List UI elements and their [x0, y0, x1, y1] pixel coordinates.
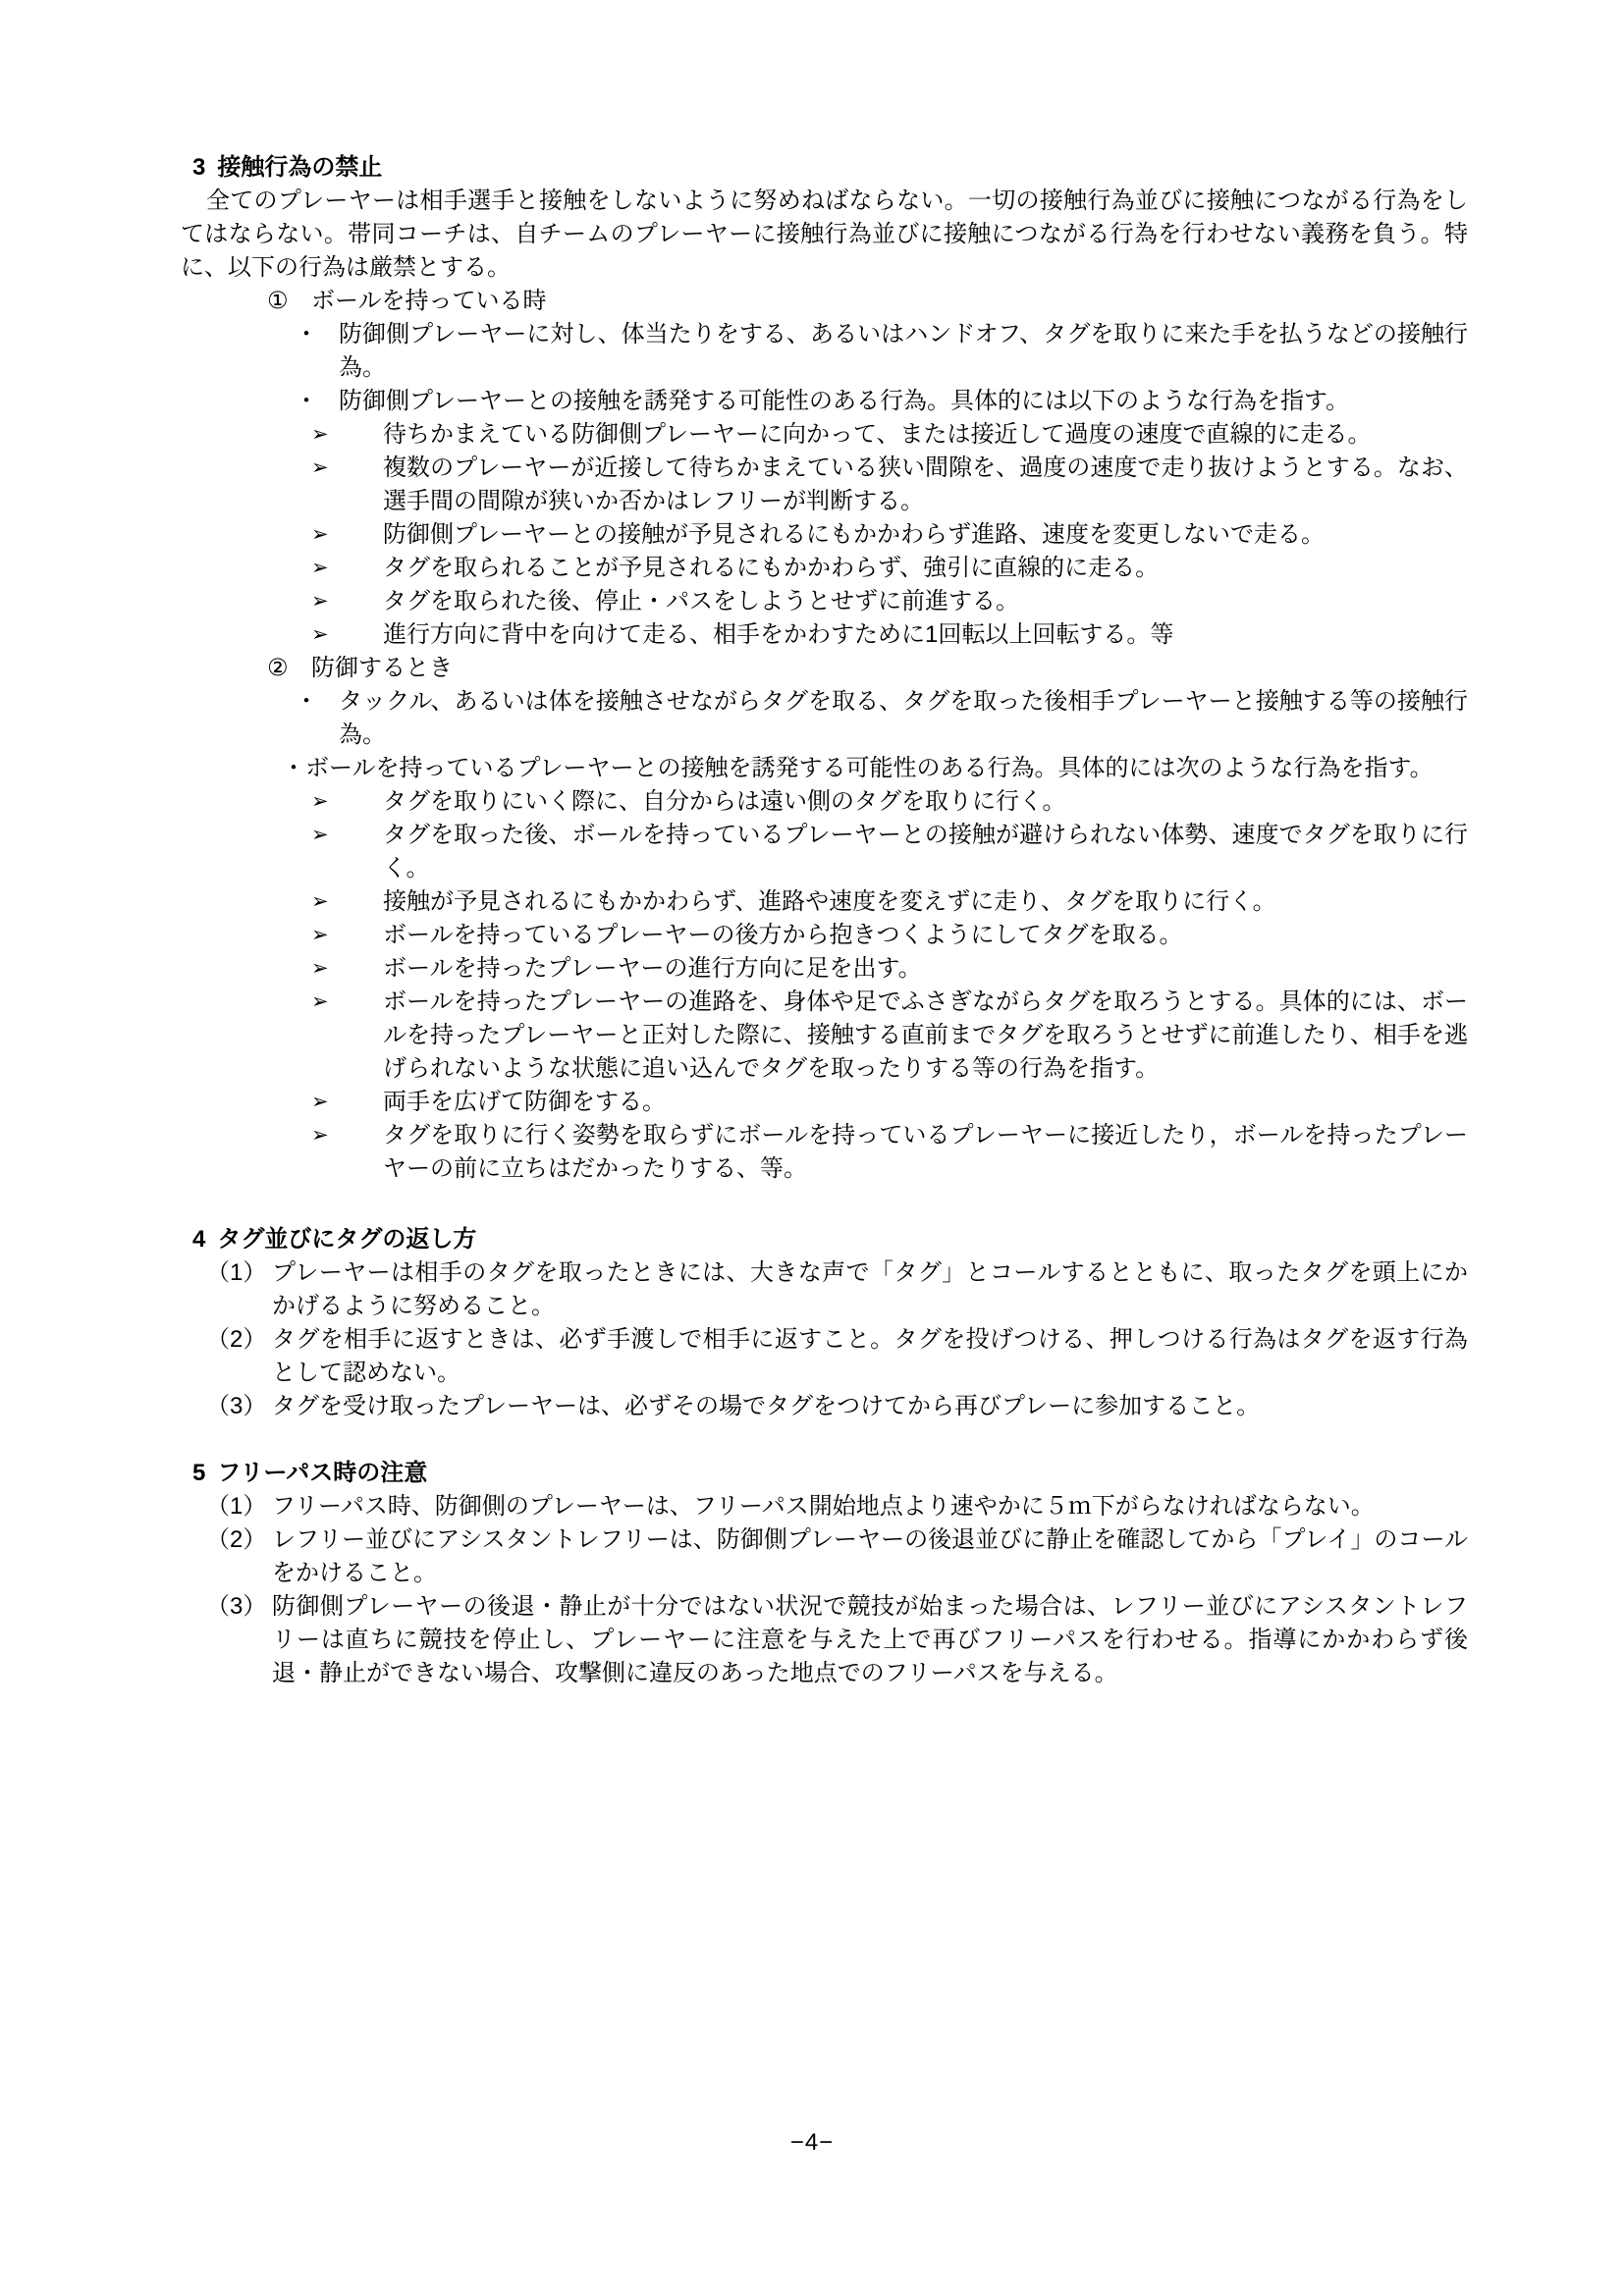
list-item	[181, 1390, 1468, 1423]
list-marker: ・	[295, 688, 318, 715]
list-item-text: 接触が予見されるにもかかわらず、進路や速度を変えずに走り、タグを取りに行く。	[383, 888, 1276, 915]
list-item-text: 防御側プレーヤーとの接触が予見されるにもかかわらず進路、速度を変更しないで走る。	[383, 521, 1326, 548]
list-item-text: タグを取られることが予見されるにもかかわらず、強引に直線的に走る。	[383, 555, 1160, 581]
list-item-text: ボールを持っている時	[311, 288, 547, 314]
list-marker: ➢	[311, 957, 329, 980]
list-marker: ➢	[311, 824, 329, 846]
list-item-text: タグを取った後、ボールを持っているプレーヤーとの接触が避けられない体勢、速度でタグを取りに行く。	[383, 822, 1468, 881]
list-item	[181, 1119, 1468, 1186]
list-item	[181, 685, 1468, 752]
list-marker: （3）	[206, 1593, 267, 1620]
list-marker: （1）	[206, 1259, 267, 1286]
section-title: 接触行為の禁止	[217, 154, 383, 181]
list-marker: ➢	[311, 590, 329, 613]
list-item-text: 待ちかまえている防御側プレーヤーに向かって、または接近して過度の速度で直線的に走る。	[383, 421, 1372, 448]
list-item-text: ボールを持ったプレーヤーの進路を、身体や足でふさぎながらタグを取ろうとする。具体的には、ボールを持ったプレーヤーと正対した際に、接触する直前までタグを取ろうとせずに前進したり、相手を逃げられないような状態に追い込んでタグを取ったりする等の行為を指す。	[383, 988, 1468, 1082]
list-marker: ➢	[311, 1124, 329, 1147]
section-number: 4	[192, 1226, 206, 1253]
list-item	[181, 618, 1468, 652]
list-marker: ➢	[311, 924, 329, 946]
paragraph: 全てのプレーヤーは相手選手と接触をしないように努めねばならない。一切の接触行為並びに接触につながる行為をしてはならない。帯同コーチは、自チームのプレーヤーに接触行為並びに接触につながる行為を行わせない義務を負う。特に、以下の行為は厳禁とする。	[181, 187, 1468, 281]
list-item	[181, 285, 1468, 318]
section-gap	[181, 1423, 1468, 1457]
list-item-text: タグを取られた後、停止・パスをしようとせずに前進する。	[383, 588, 1019, 614]
list-marker: ・	[295, 321, 318, 347]
list-item-text: フリーパス時、防御側のプレーヤーは、フリーパス開始地点より速やかに５ｍ下がらなければならない。	[272, 1493, 1375, 1520]
list-item-text: 防御側プレーヤーの後退・静止が十分ではない状況で競技が始まった場合は、レフリー並びにアシスタントレフリーは直ちに競技を停止し、プレーヤーに注意を与えた上で再びフリーパスを行わせる。指導にかかわらず後退・静止ができない場合、攻撃側に違反のあった地点でのフリーパスを与える。	[272, 1593, 1468, 1686]
document-content	[181, 151, 1468, 1690]
list-marker: ➢	[311, 423, 329, 446]
list-item-text: タックル、あるいは体を接触させながらタグを取る、タグを取った後相手プレーヤーと接触する等の接触行為。	[339, 688, 1468, 748]
list-marker: ➢	[311, 990, 329, 1013]
list-item	[181, 452, 1468, 518]
list-item	[181, 552, 1468, 585]
list-marker: ➢	[311, 456, 329, 479]
list-marker: （3）	[206, 1393, 267, 1419]
section-title: タグ並びにタグの返し方	[217, 1226, 477, 1253]
section-number: 3	[192, 154, 206, 181]
section-heading	[181, 1223, 1468, 1256]
list-marker: ➢	[311, 1091, 329, 1113]
list-marker: ➢	[311, 790, 329, 813]
list-item	[181, 318, 1468, 385]
page-number: −4−	[789, 2129, 835, 2156]
list-marker: ②	[267, 655, 289, 681]
list-item-text: 防御側プレーヤーとの接触を誘発する可能性のある行為。具体的には以下のような行為を指す。	[339, 388, 1350, 414]
list-item-text: ボールを持っているプレーヤーの後方から抱きつくようにしてタグを取る。	[383, 922, 1183, 948]
section-number: 5	[192, 1460, 206, 1486]
list-marker: ①	[267, 288, 289, 314]
list-item-text: レフリー並びにアシスタントレフリーは、防御側プレーヤーの後退並びに静止を確認してから「プレイ」のコールをかけること。	[272, 1526, 1468, 1586]
list-marker: ➢	[311, 623, 329, 646]
section-title: フリーパス時の注意	[217, 1460, 428, 1486]
list-item-text: 複数のプレーヤーが近接して待ちかまえている狭い間隙を、過度の速度で走り抜けようとする。なお、選手間の間隙が狭いか否かはレフリーが判断する。	[383, 454, 1468, 514]
list-item	[181, 885, 1468, 919]
list-marker: （1）	[206, 1493, 267, 1520]
list-item-text: 両手を広げて防御をする。	[383, 1089, 666, 1115]
list-item	[181, 518, 1468, 552]
list-item	[181, 1523, 1468, 1590]
list-item	[181, 1256, 1468, 1323]
list-item-text: タグを相手に返すときは、必ず手渡しで相手に返すこと。タグを投げつける、押しつける行為はタグを返す行為として認めない。	[272, 1326, 1468, 1386]
list-item-text: タグを取りに行く姿勢を取らずにボールを持っているプレーヤーに接近したり，ボールを持ったプレーヤーの前に立ちはだかったりする、等。	[383, 1122, 1468, 1182]
list-item	[181, 1590, 1468, 1690]
list-item-text: ボールを持ったプレーヤーの進行方向に足を出す。	[383, 955, 922, 982]
list-item	[181, 585, 1468, 618]
list-item	[181, 986, 1468, 1086]
section-heading	[181, 151, 1468, 185]
list-marker: ➢	[311, 890, 329, 913]
section-gap	[181, 1186, 1468, 1223]
list-item	[181, 785, 1468, 819]
list-marker: ・	[295, 388, 318, 414]
list-item	[181, 819, 1468, 885]
list-marker: ➢	[311, 523, 329, 546]
list-item-text: タグを取りにいく際に、自分からは遠い側のタグを取りに行く。	[383, 788, 1066, 815]
list-marker: ➢	[311, 557, 329, 579]
list-item	[181, 1490, 1468, 1523]
list-item	[181, 418, 1468, 452]
list-item-text: 進行方向に背中を向けて走る、相手をかわすために1回転以上回転する。等	[383, 621, 1174, 648]
list-marker: （2）	[206, 1526, 267, 1553]
list-item	[181, 1323, 1468, 1390]
list-item-text: 防御するとき	[311, 655, 453, 681]
list-item	[181, 385, 1468, 418]
list-item-text: 防御側プレーヤーに対し、体当たりをする、あるいはハンドオフ、タグを取りに来た手を払うなどの接触行為。	[339, 321, 1468, 381]
list-marker: ・	[282, 755, 305, 781]
list-item-text: プレーヤーは相手のタグを取ったときには、大きな声で「タグ」とコールするとともに、取ったタグを頭上にかかげるように努めること。	[272, 1259, 1468, 1319]
list-item	[181, 752, 1468, 785]
list-marker: （2）	[206, 1326, 267, 1353]
section-heading	[181, 1457, 1468, 1490]
list-item	[181, 919, 1468, 952]
list-item	[181, 952, 1468, 986]
list-item-text: タグを受け取ったプレーヤーは、必ずその場でタグをつけてから再びプレーに参加すること。	[272, 1393, 1261, 1419]
list-item	[181, 652, 1468, 685]
list-item-text: ボールを持っているプレーヤーとの接触を誘発する可能性のある行為。具体的には次のような行為を指す。	[305, 755, 1434, 781]
list-item	[181, 1086, 1468, 1119]
